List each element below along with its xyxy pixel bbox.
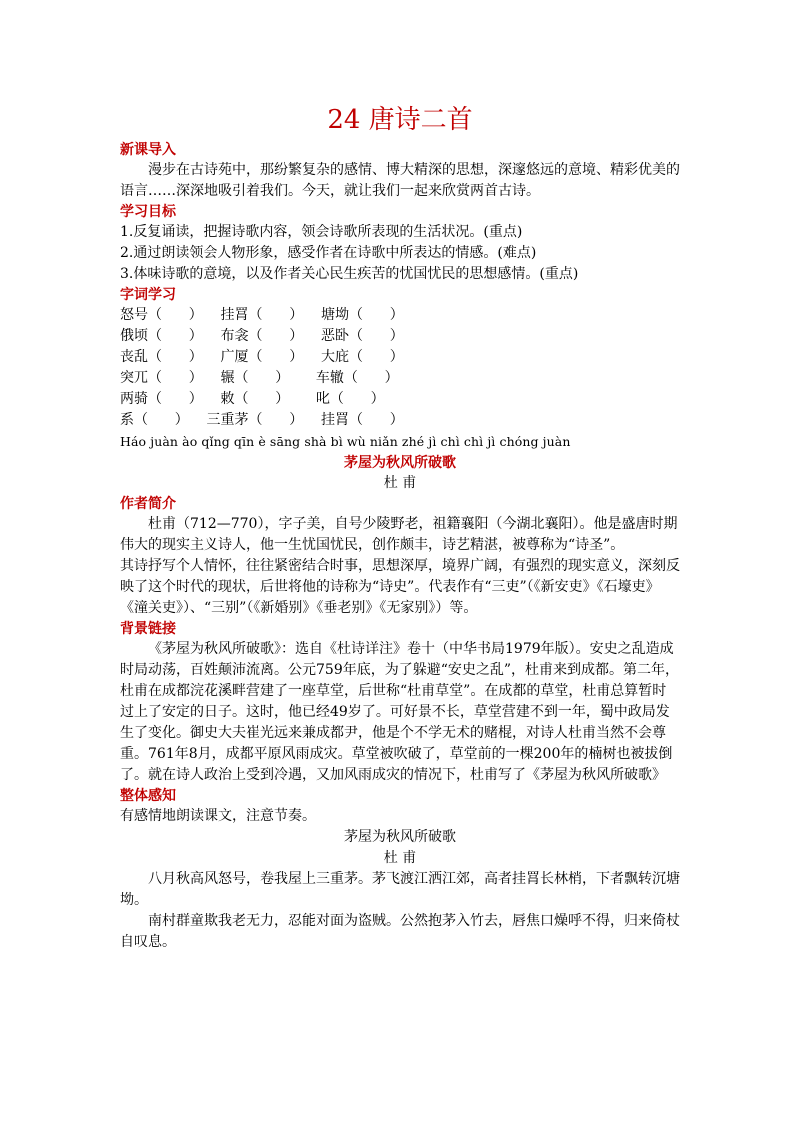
- pinyin-answers: Háo juàn ào qǐng qīn è sāng shà bì wù niǎn zhé jì chì chì jì chóng juàn: [120, 434, 571, 449]
- author-paragraph-2: 其诗抒写个人情怀，往往紧密结合时事，思想深厚，境界广阔，有强烈的现实意义，深刻反映了这个时代的现状，后世将他的诗称为“诗史”。代表作有“三吏”（《新安吏》《石壕吏》《潼关吏》）、“三别”（《新婚别》《垂老别》《无家别》）等。: [120, 558, 680, 616]
- goal-item-2: 2.通过朗读领会人物形象，感受作者在诗歌中所表达的情感。(难点): [120, 245, 537, 261]
- overall-instruction: 有感情地朗读课文，注意节奏。: [120, 808, 316, 824]
- poem-stanza-1: 八月秋高风怒号，卷我屋上三重茅。茅飞渡江洒江郊，高者挂罥长林梢，下者飘转沉塘坳。: [120, 871, 680, 908]
- page-title: 24 唐诗二首: [327, 105, 473, 135]
- section-heading-intro: 新课导入: [120, 142, 176, 158]
- goal-item-1: 1.反复诵读，把握诗歌内容，领会诗歌所表现的生活状况。(重点): [120, 224, 523, 240]
- section-heading-vocab: 字词学习: [120, 287, 176, 303]
- intro-paragraph: 漫步在古诗苑中，那纷繁复杂的感情、博大精深的思想，深邃悠远的意境、精彩优美的语言……深深地吸引着我们。今天，就让我们一起来欣赏两首古诗。: [120, 162, 680, 199]
- poem-author: 杜 甫: [383, 475, 417, 491]
- vocab-row: 俄顷（ ） 布衾（ ） 恶卧（ ）: [120, 328, 404, 344]
- author-paragraph-1: 杜甫（712—770），字子美，自号少陵野老，祖籍襄阳（今湖北襄阳）。他是盛唐时期伟大的现实主义诗人，他一生忧国忧民，创作颇丰，诗艺精湛，被尊称为“诗圣”。: [120, 516, 678, 553]
- section-heading-author: 作者简介: [120, 496, 176, 512]
- section-heading-background: 背景链接: [120, 621, 176, 637]
- section-heading-overall: 整体感知: [120, 788, 176, 804]
- vocab-row: 突兀（ ） 辗（ ） 车辙（ ）: [120, 370, 399, 386]
- poem-title: 茅屋为秋风所破歌: [344, 455, 456, 471]
- background-paragraph: 《茅屋为秋风所破歌》：选自《杜诗详注》卷十（中华书局1979年版）。安史之乱造成时局动荡，百姓颠沛流离。公元759年底，为了躲避“安史之乱”，杜甫来到成都。第二年，杜甫在成都浣花溪畔营建了一座草堂，后世称“杜甫草堂”。在成都的草堂，杜甫总算暂时过上了安定的日子。这时，他已经49岁了。可好景不长，草堂营建不到一年，蜀中政局发生了变化。御史大夫崔光远来兼成都尹，他是个不学无术的赌棍，对诗人杜甫当然不会尊重。761年8月，成都平原风雨成灾。草堂被吹破了，草堂前的一棵200年的楠树也被拔倒了。就在诗人政治上受到冷遇，又加风雨成灾的情况下，杜甫写了《茅屋为秋风所破歌》: [120, 641, 680, 783]
- vocab-row: 怒号（ ） 挂罥（ ） 塘坳（ ）: [120, 307, 404, 323]
- vocab-row: 系（ ） 三重茅（ ） 挂罥（ ）: [120, 412, 404, 428]
- document-page: [120, 96, 680, 953]
- goal-item-3: 3.体味诗歌的意境，以及作者关心民生疾苦的忧国忧民的思想感情。(重点): [120, 266, 579, 282]
- vocab-row: 丧乱（ ） 广厦（ ） 大庇（ ）: [120, 349, 404, 365]
- poem-author-2: 杜 甫: [383, 850, 417, 866]
- section-heading-goals: 学习目标: [120, 204, 176, 220]
- vocab-row: 两骑（ ） 敕（ ） 叱（ ）: [120, 391, 385, 407]
- poem-stanza-2: 南村群童欺我老无力，忍能对面为盗贼。公然抱茅入竹去，唇焦口燥呼不得，归来倚杖自叹息。: [120, 913, 680, 950]
- poem-title-2: 茅屋为秋风所破歌: [344, 829, 456, 845]
